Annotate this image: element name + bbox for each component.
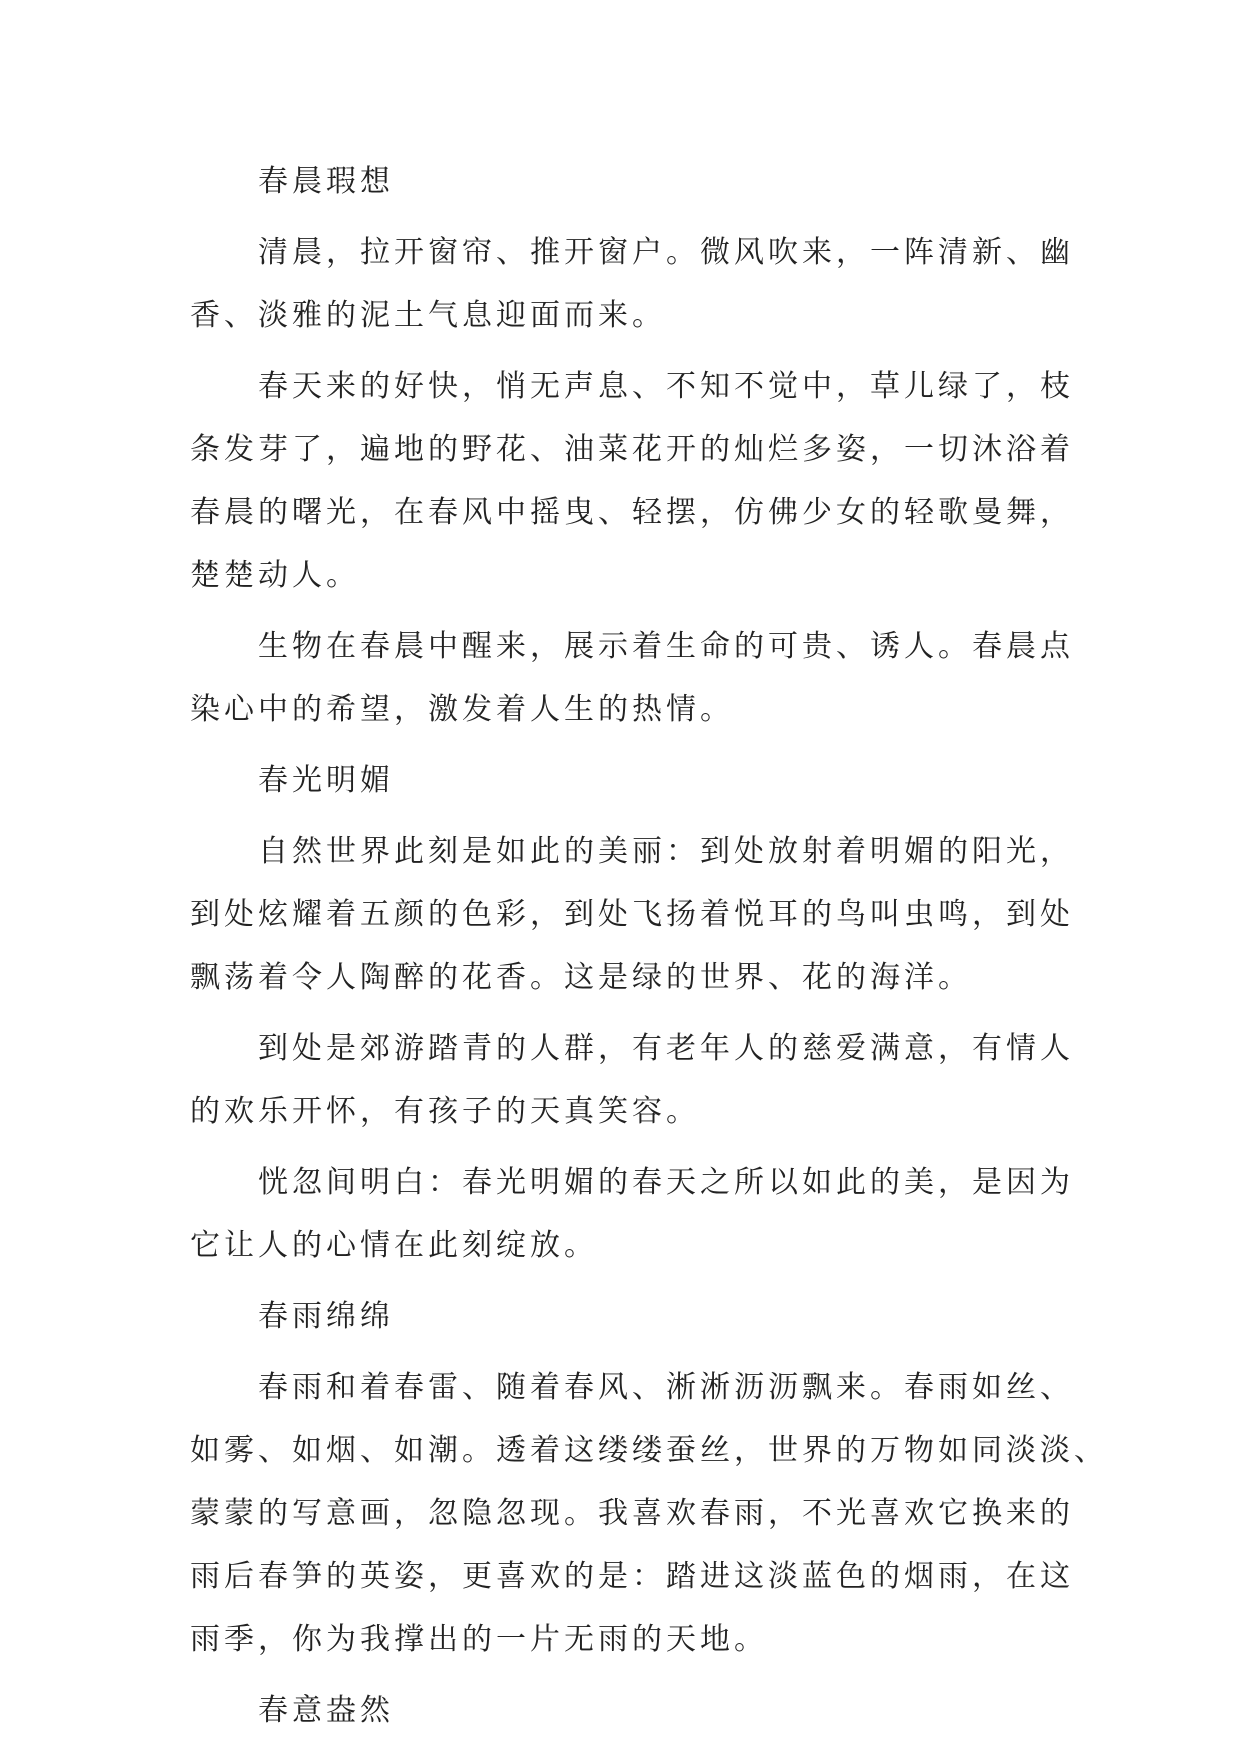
section-heading: 春晨瑕想: [258, 164, 394, 199]
paragraph-line: 香、淡雅的泥土气息迎面而来。: [190, 298, 666, 333]
paragraph-line: 到处是郊游踏青的人群，有老年人的慈爱满意，有情人: [258, 1031, 1074, 1066]
paragraph-line: 清晨，拉开窗帘、推开窗户。微风吹来，一阵清新、幽: [258, 235, 1074, 270]
paragraph-line: 雨后春笋的英姿，更喜欢的是：踏进这淡蓝色的烟雨，在这: [190, 1559, 1074, 1594]
paragraph-line: 它让人的心情在此刻绽放。: [190, 1228, 598, 1263]
paragraph-line: 楚楚动人。: [190, 558, 360, 593]
paragraph-line: 如雾、如烟、如潮。透着这缕缕蚕丝，世界的万物如同淡淡、: [190, 1433, 1108, 1468]
section-heading: 春雨绵绵: [258, 1299, 394, 1334]
paragraph-line: 春晨的曙光，在春风中摇曳、轻摆，仿佛少女的轻歌曼舞，: [190, 495, 1074, 530]
section-heading: 春意盎然: [258, 1693, 394, 1728]
paragraph-line: 春雨和着春雷、随着春风、淅淅沥沥飘来。春雨如丝、: [258, 1370, 1074, 1405]
paragraph-line: 春天来的好快，悄无声息、不知不觉中，草儿绿了，枝: [258, 369, 1074, 404]
paragraph-line: 的欢乐开怀，有孩子的天真笑容。: [190, 1094, 700, 1129]
paragraph-line: 染心中的希望，激发着人生的热情。: [190, 692, 734, 727]
document-page: [190, 150, 1108, 1742]
paragraph-line: 自然世界此刻是如此的美丽：到处放射着明媚的阳光，: [258, 834, 1074, 869]
paragraph-line: 飘荡着令人陶醉的花香。这是绿的世界、花的海洋。: [190, 960, 972, 995]
paragraph-line: 恍忽间明白：春光明媚的春天之所以如此的美，是因为: [258, 1165, 1074, 1200]
paragraph-line: 到处炫耀着五颜的色彩，到处飞扬着悦耳的鸟叫虫鸣，到处: [190, 897, 1074, 932]
paragraph-line: 雨季，你为我撑出的一片无雨的天地。: [190, 1622, 768, 1657]
section-heading: 春光明媚: [258, 763, 394, 798]
paragraph-line: 生物在春晨中醒来，展示着生命的可贵、诱人。春晨点: [258, 629, 1074, 664]
paragraph-line: 条发芽了，遍地的野花、油菜花开的灿烂多姿，一切沐浴着: [190, 432, 1074, 467]
paragraph-line: 蒙蒙的写意画，忽隐忽现。我喜欢春雨，不光喜欢它换来的: [190, 1496, 1074, 1531]
